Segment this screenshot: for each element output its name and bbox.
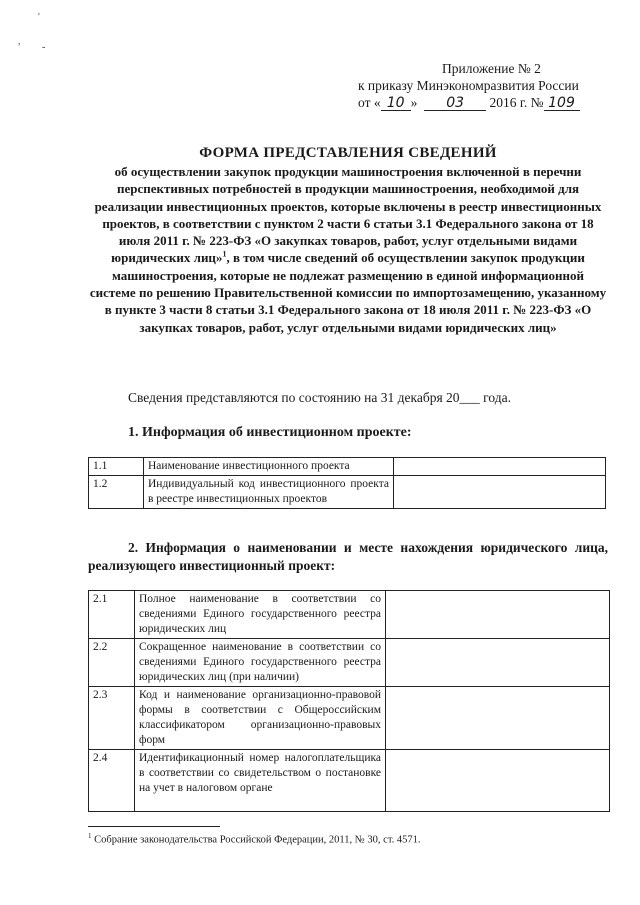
table-row (89, 639, 610, 687)
row-value-cell[interactable] (386, 750, 610, 812)
footnote-ref: 1 (222, 250, 227, 260)
appendix-number: Приложение № 2 (442, 61, 541, 76)
footnote-number: 1 (88, 832, 92, 840)
handwritten-number: 109 (544, 96, 580, 111)
appendix-order: к приказу Минэкономразвития России (358, 78, 579, 93)
scan-mark: ' (38, 12, 40, 23)
reporting-date-statement: Сведения представляются по состоянию на 31 декабря 20___ года. (128, 390, 511, 405)
row-number: 1.1 (89, 458, 144, 476)
form-title: ФОРМА ПРЕДСТАВЛЕНИЯ СВЕДЕНИЙ (199, 145, 497, 161)
row-value-cell[interactable] (394, 458, 606, 476)
section-1-table (88, 457, 606, 509)
scan-mark: - (42, 42, 46, 53)
handwritten-day: 10 (381, 96, 411, 111)
row-number: 2.3 (89, 687, 135, 750)
row-label: Код и наименование организационно-правовой формы в соответствии с Общероссийским классификатором организационно-правовых форм (135, 687, 386, 750)
appendix-date-line: от « 10 » 03 2016 г. № 109 (358, 94, 608, 111)
table-row (89, 458, 606, 476)
scan-mark: , (18, 36, 21, 47)
footnote-divider (88, 826, 220, 827)
table-row (89, 750, 610, 812)
section-2-table (88, 590, 610, 812)
table-row (89, 591, 610, 639)
row-number: 2.4 (89, 750, 135, 812)
row-label: Наименование инвестиционного проекта (144, 458, 394, 476)
row-value-cell[interactable] (386, 687, 610, 750)
footnote-text: Собрание законодательства Российской Федерации, 2011, № 30, ст. 4571. (91, 834, 421, 846)
footnote (88, 832, 421, 846)
row-number: 1.2 (89, 476, 144, 509)
appendix-header (358, 60, 608, 111)
row-value-cell[interactable] (386, 591, 610, 639)
row-number: 2.2 (89, 639, 135, 687)
row-label: Полное наименование в соответствии со сведениями Единого государственного реестра юридических лиц (135, 591, 386, 639)
row-value-cell[interactable] (386, 639, 610, 687)
row-label: Сокращенное наименование в соответствии со сведениями Единого государственного реестра юридических лиц (при наличии) (135, 639, 386, 687)
section-1-title: 1. Информация об инвестиционном проекте: (128, 425, 412, 440)
row-label: Индивидуальный код инвестиционного проекта в реестре инвестиционных проектов (144, 476, 394, 509)
table-row (89, 687, 610, 750)
row-label: Идентификационный номер налогоплательщика в соответствии со свидетельством о постановке на учет в налоговом органе (135, 750, 386, 812)
row-number: 2.1 (89, 591, 135, 639)
handwritten-month: 03 (424, 96, 486, 111)
section-2-title: 2. Информация о наименовании и месте нахождения юридического лица, реализующего инвестиционный проект: (88, 540, 608, 573)
form-subtitle: об осуществлении закупок продукции машиностроения включенной в перечни перспективных потребностей в продукции машиностроения, необходимой для реализации инвестиционных проектов, которые включены в реестр инвестиционных проектов, в соответствии с пунктом 2 части 6 статьи 3.1 Федерального закона от 18 июля 2011 г. № 223-ФЗ «О закупках товаров, работ, услуг отдельными видами юридических лиц»$^1$, в том числе сведений об осуществлении закупок продукции машиностроения, которые не подлежат размещению в единой информационной системе по решению Правительственной комиссии по импортозамещению, указанному в пункте 3 части 8 статьи 3.1 Федерального закона от 18 июля 2011 г. № 223-ФЗ «О закупках товаров, работ, услуг отдельными видами юридических лиц» (89, 164, 607, 335)
table-row (89, 476, 606, 509)
row-value-cell[interactable] (394, 476, 606, 509)
